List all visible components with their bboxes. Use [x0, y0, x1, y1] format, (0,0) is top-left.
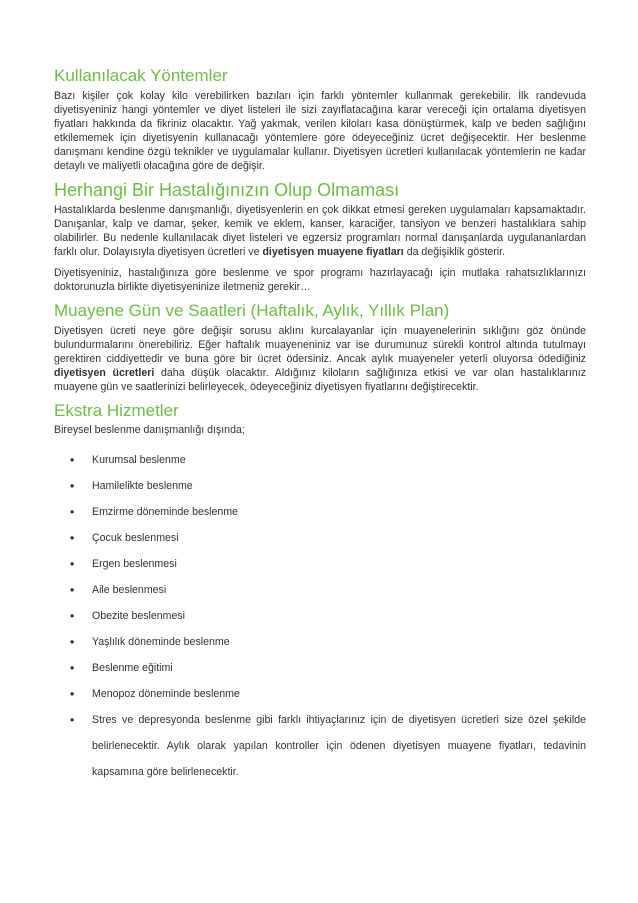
list-item: • Obezite beslenmesi [54, 603, 586, 629]
list-item: • Emzirme döneminde beslenme [54, 499, 586, 525]
paragraph-text: Hastalıklarda beslenme danışmanlığı, diyetisyenlerin en çok dikkat etmesi gereken uygulamaları kapsamaktadır. Danışanlar, kalp ve damar, şeker, kemik ve eklem, kanser, karaciğer, tansiyon ve benzeri hastalıklara sahip olabilirler. Bu nedenle kullanılacak diyet listeleri ve egzersiz programları normal danışanlarda uygulananlardan farklı olur. Dolayısıyla diyetisyen ücretleri ve [54, 204, 586, 259]
list-item: • Kurumsal beslenme [54, 447, 586, 473]
list-item: • Ergen beslenmesi [54, 551, 586, 577]
section-paragraph-methods: Bazı kişiler çok kolay kilo verebilirken bazıları için farklı yöntemler kullanmak gerekebilir. İlk randevuda diyetisyeniniz hangi yöntemler ve diyet listeleri ile sizi zayıflatacağına karar vereceği için ortalama diyetisyen fiyatları hakkında da fikriniz olacaktır. Yağ yakmak, verilen kiloları kasa dönüştürmek, kalp ve beden sağlığını etkilememek için diyetisyenin kullanacağı yöntemlere göre ödeyeceğiniz ücret değişecektir. Her beslenme danışmanı kendine özgü teknikler ve uygulamalar kullanır. Diyetisyen ücretleri kullanılacak yöntemlerin ne kadar detaylı ve maliyetli olacağına göre de değişir. [54, 89, 586, 172]
section-paragraph-schedule [54, 324, 586, 394]
section-paragraph-illness-1 [54, 203, 586, 259]
list-item: • Aile beslenmesi [54, 577, 586, 603]
list-item: • Beslenme eğitimi [54, 655, 586, 681]
list-item: • Menopoz döneminde beslenme [54, 681, 586, 707]
section-heading-methods: Kullanılacak Yöntemler [54, 66, 228, 85]
section-paragraph-illness-2: Diyetisyeniniz, hastalığınıza göre beslenme ve spor programı hazırlayacağı için mutlaka rahatsızlıklarınızı doktorunuzla birlikte diyetisyeninize iletmeniz gerekir… [54, 267, 586, 294]
section-heading-extra: Ekstra Hizmetler [54, 400, 179, 420]
bold-phrase: diyetisyen ücretleri [54, 366, 155, 379]
bold-phrase: diyetisyen muayene fiyatları [262, 246, 404, 259]
list-item: • Stres ve depresyonda beslenme gibi farklı ihtiyaçlarınız için de diyetisyen ücretleri size özel şekilde belirlenecektir. Aylık olarak yapılan kontroller için ödenen diyetisyen muayene fiyatları, tedavinin kapsamına göre belirlenecektir. [54, 707, 586, 785]
document-page [54, 60, 586, 785]
list-item: • Hamilelikte beslenme [54, 473, 586, 499]
section-heading-illness: Herhangi Bir Hastalığınızın Olup Olmaması [54, 179, 400, 200]
paragraph-text: Diyetisyen ücreti neye göre değişir sorusu aklını kurcalayanlar için muayenelerinin sıklığını göz önünde bulundurmalarını önerebiliriz. Eğer haftalık muayeneniniz var ise durumunuz sürekli kontrol altında tutulmayı gerektiren ciddiyettedir ve buna göre bir ücret ödersiniz. Ancak aylık muayeneler yeterli oluyorsa ödediğiniz [54, 324, 586, 365]
paragraph-text: daha düşük olacaktır. Aldığınız kiloların sağlığınıza etkisi ve var olan hastalıklarınız muayene gün ve saatlerinizi belirleyecek, ödeyeceğiniz diyetisyen fiyatlarını değiştirecektir. [54, 366, 586, 393]
section-intro-extra: Bireysel beslenme danışmanlığı dışında; [54, 424, 245, 437]
paragraph-text: da değişiklik gösterir. [403, 246, 506, 259]
section-heading-schedule: Muayene Gün ve Saatleri (Haftalık, Aylık, Yıllık Plan) [54, 301, 450, 321]
list-item: • Çocuk beslenmesi [54, 525, 586, 551]
list-item: • Yaşlılık döneminde beslenme [54, 629, 586, 655]
extra-services-list [54, 447, 586, 785]
